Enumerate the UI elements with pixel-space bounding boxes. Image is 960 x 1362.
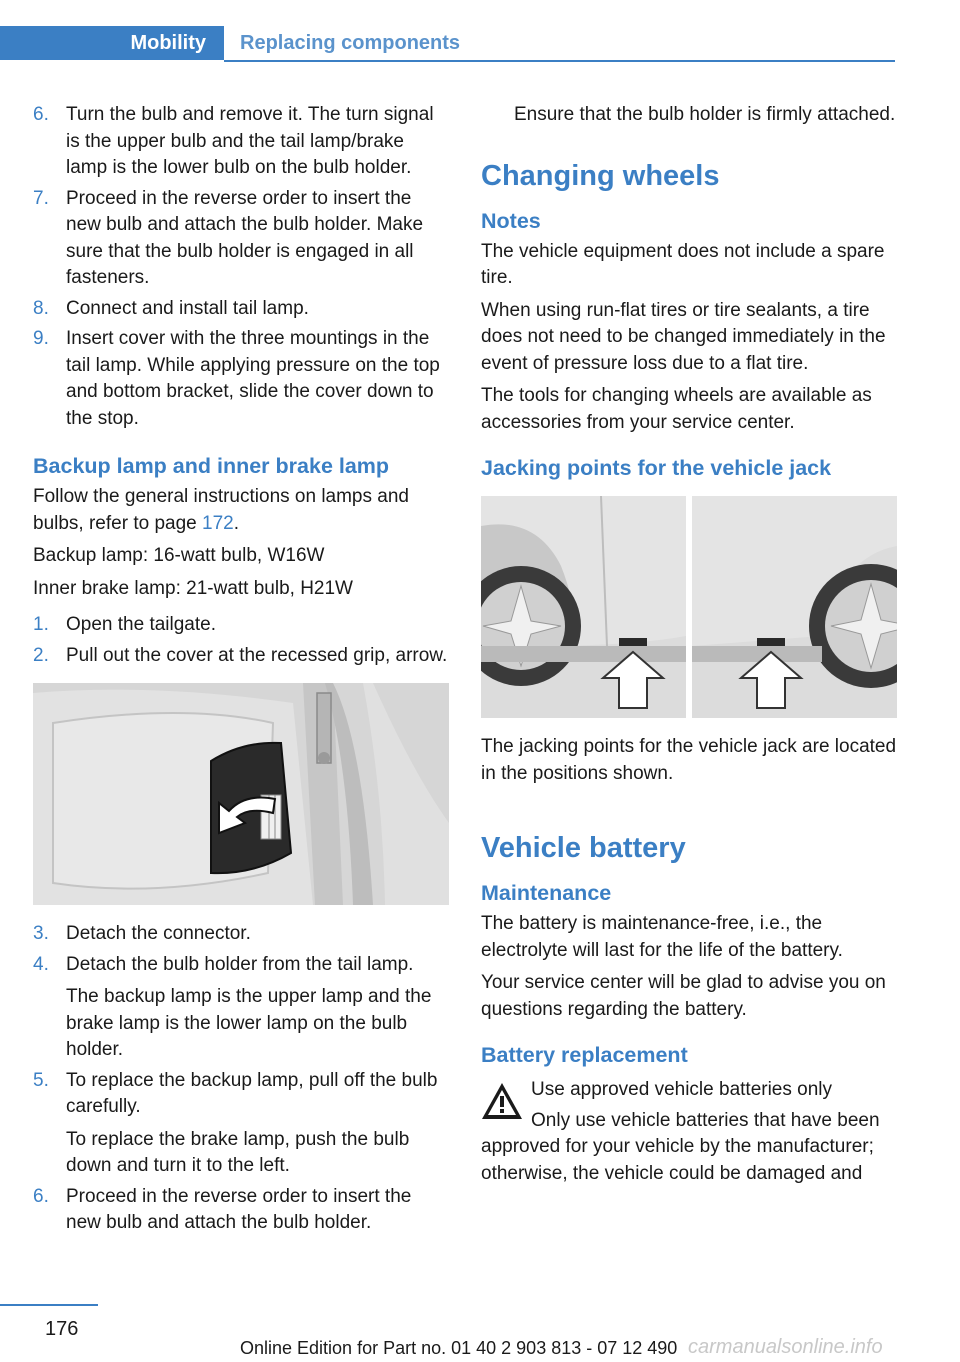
jacking-points-illustration bbox=[481, 496, 897, 718]
heading-maintenance: Maintenance bbox=[481, 881, 612, 905]
warning-text-lead: Only use vehicle batteries that have been bbox=[531, 1109, 880, 1131]
warning-block bbox=[481, 1077, 897, 1134]
intro-paragraph: Follow the general instructions on lamps and bulbs, refer to page 172. bbox=[33, 486, 409, 534]
list-item: 6. Proceed in the reverse order to insert the new bulb and attach the bulb holder. bbox=[33, 1185, 412, 1233]
list-item: 5. To replace the backup lamp, pull off the bulb carefully. To replace the brake lamp, push the bulb down and turn it to the left. bbox=[33, 1069, 438, 1176]
section-heading-backup-lamp: Backup lamp and inner brake lamp bbox=[33, 454, 390, 478]
header-tabbar bbox=[0, 26, 895, 62]
maintenance-paragraph: Your service center will be glad to advise you on questions regarding the battery. bbox=[481, 972, 886, 1020]
list-item: 2. Pull out the cover at the recessed grip, arrow. bbox=[33, 644, 448, 666]
tailgate-cover-illustration bbox=[33, 683, 449, 905]
jacking-points-caption: The jacking points for the vehicle jack are located in the positions shown. bbox=[481, 736, 897, 784]
list-item: 1. Open the tailgate. bbox=[33, 614, 216, 635]
steps-list-c bbox=[33, 921, 449, 1237]
steps-list-b bbox=[33, 612, 449, 669]
tab-mobility[interactable]: Mobility bbox=[0, 26, 224, 60]
warning-triangle-icon bbox=[481, 1081, 523, 1121]
list-item: 6. Turn the bulb and remove it. The turn signal is the upper bulb and the tail lamp/brake lamp is the lower bulb on the bulb holder. bbox=[33, 104, 434, 178]
warning-text: approved for your vehicle by the manufacturer; otherwise, the vehicle could be damaged and bbox=[481, 1136, 874, 1184]
tab-replacing-components[interactable]: Replacing components bbox=[240, 31, 461, 54]
page-number: 176 bbox=[45, 1318, 79, 1340]
header-rule bbox=[224, 60, 895, 62]
list-item: 8. Connect and install tail lamp. bbox=[33, 297, 309, 319]
heading-battery-replacement: Battery replacement bbox=[481, 1043, 688, 1067]
brake-lamp-spec: Inner brake lamp: 21-watt bulb, H21W bbox=[33, 577, 353, 599]
notes-paragraph: When using run-flat tires or tire sealants, a tire does not need to be changed immediately in the event of pressure loss due to a flat tire. bbox=[481, 299, 886, 374]
watermark: carmanualsonline.info bbox=[688, 1336, 883, 1358]
heading-changing-wheels: Changing wheels bbox=[481, 159, 720, 192]
edition-note: Online Edition for Part no. 01 40 2 903 813 - 07 12 490 bbox=[240, 1338, 678, 1358]
list-item: 9. Insert cover with the three mountings in the tail lamp. While applying pressure on the top and bottom bracket, slide the cover down to the stop. bbox=[33, 328, 440, 429]
footer-rule bbox=[0, 1304, 98, 1306]
maintenance-paragraph: The battery is maintenance-free, i.e., the electrolyte will last for the life of the battery. bbox=[481, 913, 843, 961]
list-item: 7. Proceed in the reverse order to insert the new bulb and attach the bulb holder. Make sure that the bulb holder is engaged in all fasteners. bbox=[33, 187, 424, 288]
list-item: 4. Detach the bulb holder from the tail lamp. The backup lamp is the upper lamp and the brake lamp is the lower lamp on the bulb holder. bbox=[33, 953, 432, 1060]
warning-title: Use approved vehicle batteries only bbox=[531, 1079, 833, 1100]
heading-vehicle-battery: Vehicle battery bbox=[481, 832, 686, 864]
jacking-points-drawing bbox=[481, 496, 897, 718]
heading-notes: Notes bbox=[481, 208, 541, 233]
notes-paragraph: The vehicle equipment does not include a spare tire. bbox=[481, 240, 885, 288]
list-item: 3. Detach the connector. bbox=[33, 923, 251, 944]
right-column bbox=[481, 102, 897, 1193]
backup-lamp-spec: Backup lamp: 16-watt bulb, W16W bbox=[33, 545, 325, 566]
page-reference-link[interactable]: 172 bbox=[202, 512, 234, 534]
left-column bbox=[33, 102, 449, 1241]
heading-jacking-points: Jacking points for the vehicle jack bbox=[481, 456, 832, 480]
steps-list-a bbox=[33, 102, 449, 432]
notes-paragraph: The tools for changing wheels are available as accessories from your service center. bbox=[481, 385, 872, 433]
tailgate-cover-drawing bbox=[33, 683, 449, 905]
continued-step-text: Ensure that the bulb holder is firmly attached. bbox=[514, 104, 896, 125]
